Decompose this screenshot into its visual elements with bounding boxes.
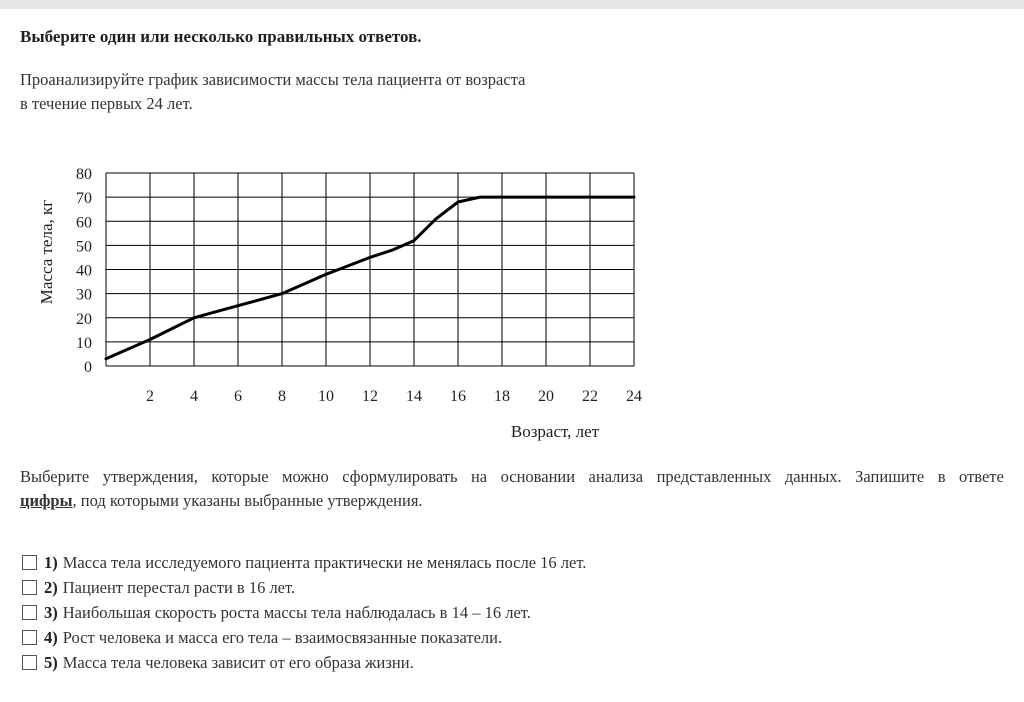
x-tick-label: 6 [234,388,242,405]
option-1[interactable] [22,550,586,575]
prompt-word: которые [211,467,269,486]
option-1-text: Масса тела исследуемого пациента практически не менялась после 16 лет. [62,552,587,572]
prompt-line-1 [20,465,1004,489]
y-axis-label: Масса тела, кг [37,199,56,305]
option-4[interactable] [22,625,586,650]
y-tick-label: 80 [76,166,92,183]
x-tick-label: 2 [146,388,154,405]
prompt-word: представленных [656,467,772,486]
y-tick-label: 20 [76,310,92,328]
x-tick-label: 20 [538,388,554,405]
prompt-word: на [470,467,488,486]
x-axis-label: Возраст, лет [510,422,600,441]
y-tick-label: 40 [76,262,92,280]
y-tick-label: 60 [76,214,92,232]
x-tick-label: 4 [190,388,198,405]
x-tick-label: 12 [362,388,378,405]
y-tick-label: 0 [84,359,92,376]
x-tick-label: 22 [582,388,598,405]
option-3-text: Наибольшая скорость роста массы тела наблюдалась в 14 – 16 лет. [62,602,531,622]
prompt-word: Запишите [855,467,925,486]
option-2-number: 2) [44,577,58,597]
option-3-checkbox[interactable] [22,605,37,620]
x-tick-label: 16 [450,388,466,405]
chart-grid [106,173,634,366]
prompt-word: в [937,467,946,486]
prompt-word: Выберите [20,467,90,486]
prompt-word: данных. [784,467,842,486]
option-4-number: 4) [44,627,58,647]
prompt-line-2-rest: , под которыми указаны выбранные утверждения. [72,491,423,510]
y-tick-label: 30 [76,286,92,304]
y-tick-label: 70 [76,190,92,208]
digits-word: цифры [20,491,73,510]
option-4-text: Рост человека и масса его тела – взаимосвязанные показатели. [62,627,503,647]
x-tick-label: 18 [494,388,510,405]
x-tick-label: 24 [626,388,642,405]
option-3[interactable] [22,600,586,625]
option-2-text: Пациент перестал расти в 16 лет. [62,577,296,597]
option-2[interactable] [22,575,586,600]
option-5[interactable] [22,650,586,675]
x-tick-label: 8 [278,388,286,405]
prompt-word: анализа [588,467,644,486]
prompt-word: основании [500,467,576,486]
chart-ticks [76,166,642,405]
question-line-2: в течение первых 24 лет. [20,94,193,113]
instruction-text: Выберите один или несколько правильных ответов. [20,27,422,46]
option-5-text: Масса тела человека зависит от его образа жизни. [62,652,414,672]
prompt-word: утверждения, [102,467,198,486]
option-3-number: 3) [44,602,58,622]
prompt-line-2 [20,489,1004,513]
option-1-number: 1) [44,552,58,572]
y-tick-label: 10 [76,334,92,352]
answer-options [22,550,586,675]
y-tick-label: 50 [76,238,92,256]
prompt-word: ответе [959,467,1004,486]
option-5-number: 5) [44,652,58,672]
option-4-checkbox[interactable] [22,630,37,645]
option-1-checkbox[interactable] [22,555,37,570]
option-5-checkbox[interactable] [22,655,37,670]
prompt-word: сформулировать [342,467,458,486]
option-2-checkbox[interactable] [22,580,37,595]
answer-prompt [20,465,1004,513]
question-line-1: Проанализируйте график зависимости массы тела пациента от возраста [20,70,526,89]
x-tick-label: 14 [406,388,422,405]
x-tick-label: 10 [318,388,334,405]
prompt-word: можно [282,467,329,486]
